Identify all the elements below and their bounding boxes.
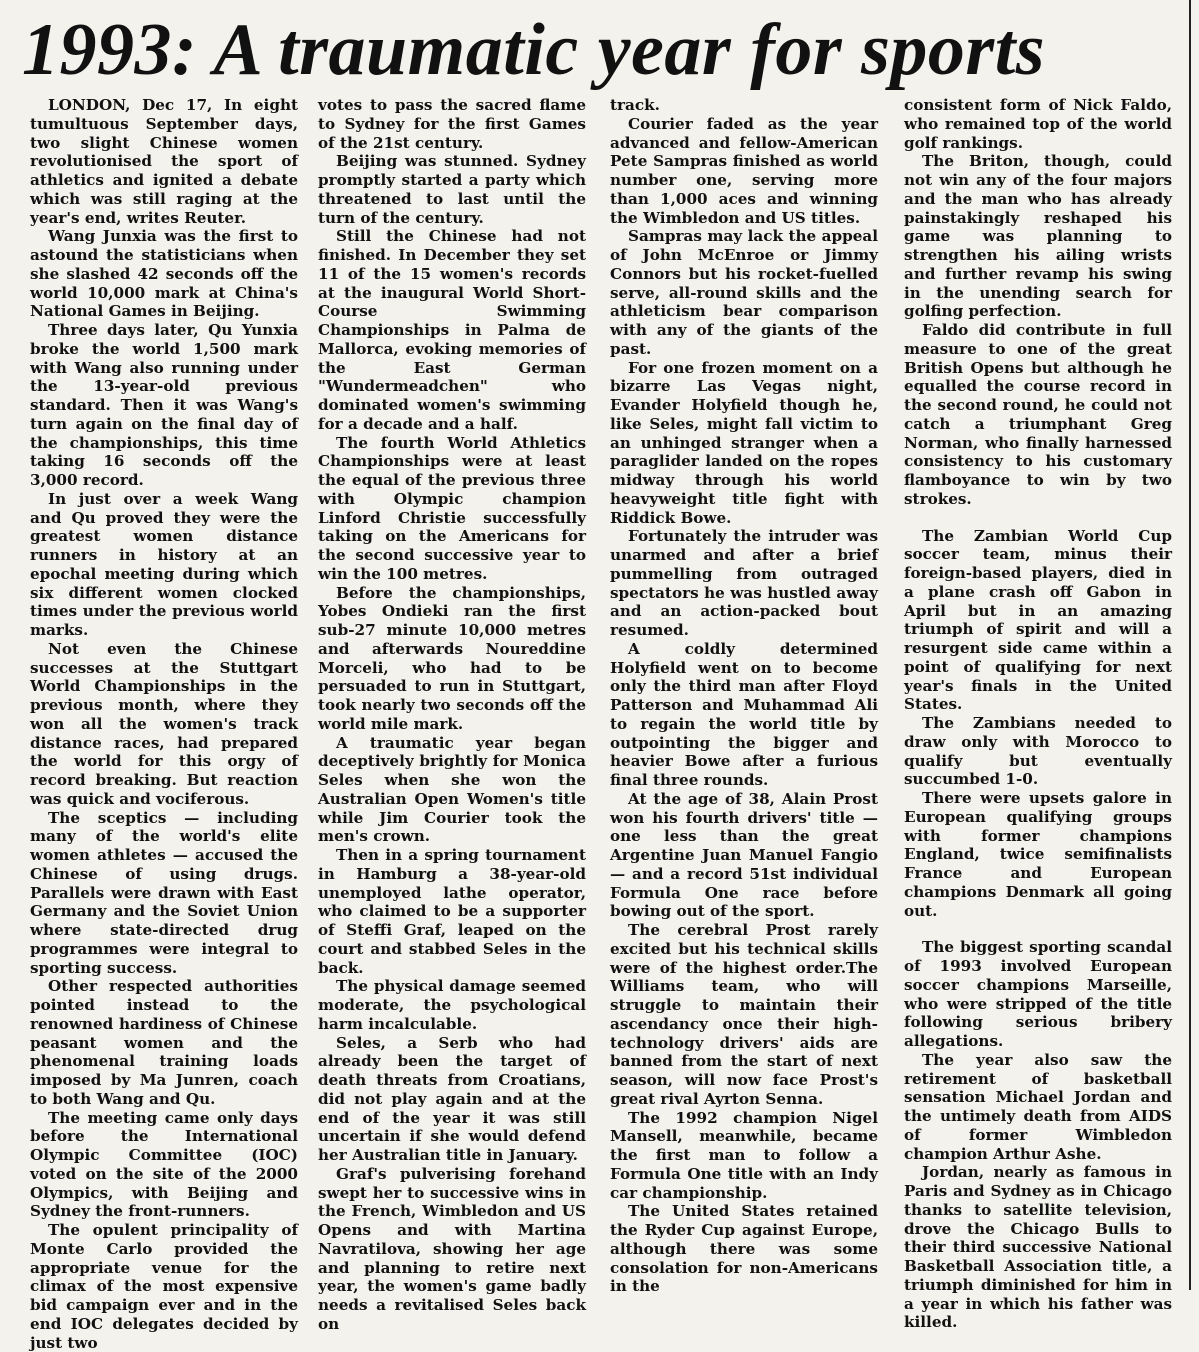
paragraph: Three days later, Qu Yunxia broke the world 1,500 mark with Wang also running under the 13-year-old previous standard. Then it was Wang's turn again on the final day of the championships, this time taking 16 seconds off the 3,000 record. [30,321,298,489]
paragraph: consistent form of Nick Faldo, who remained top of the world golf rankings. [904,96,1172,152]
paragraph: The biggest sporting scandal of 1993 involved European soccer champions Marseille, who were stripped of the title following serious bribery allegations. [904,938,1172,1050]
paragraph: At the age of 38, Alain Prost won his fourth drivers' title — one less than the great Argentine Juan Manuel Fangio — and a record 51st individual Formula One race before bowing out of the sport. [610,789,878,921]
column-rule [1189,0,1191,1290]
paragraph: The meeting came only days before the International Olympic Committee (IOC) voted on the site of the 2000 Olympics, with Beijing and Sydney the front-runners. [30,1108,298,1221]
paragraph: The year also saw the retirement of basketball sensation Michael Jordan and the untimely death from AIDS of former Wimbledon champion Arthur Ashe. [904,1050,1172,1163]
paragraph: Sampras may lack the appeal of John McEnroe or Jimmy Connors but his rocket-fuelled serve, all-round skills and the athleticism bear comparison with any of the giants of the past. [610,227,878,358]
paragraph: Wang Junxia was the first to astound the statisticians when she slashed 42 seconds off the world 10,000 mark at China's National Games in Beijing. [30,227,298,321]
paragraph: The fourth World Athletics Championships were at least the equal of the previous three with Olympic champion Linford Christie successfully taking on the Americans for the second successive year to win the 100 metres. [318,433,586,583]
paragraph: A coldly determined Holyfield went on to become only the third man after Floyd Patterson and Muhammad Ali to regain the world title by outpointing the bigger and heavier Bowe after a furious final three rounds. [610,639,878,789]
paragraph: The sceptics — including many of the world's elite women athletes — accused the Chinese of using drugs. Parallels were drawn with East Germany and the Soviet Union where state-directed drug programmes were integral to sporting success. [30,808,298,977]
paragraph: Fortunately the intruder was unarmed and after a brief pummelling from outraged spectators he was hustled away and an action-packed bout resumed. [610,527,878,639]
paragraph: Then in a spring tournament in Hamburg a 38-year-old unemployed lathe operator, who claimed to be a supporter of Steffi Graf, leaped on the court and stabbed Seles in the back. [318,846,586,977]
paragraph: Still the Chinese had not finished. In December they set 11 of the 15 women's records at the inaugural World Short-Course Swimming Championships in Palma de Mallorca, evoking memories of the East German "Wundermeadchen" who dominated women's swimming for a decade and a half. [318,227,586,433]
paragraph: Before the championships, Yobes Ondieki ran the first sub-27 minute 10,000 metres and afterwards Noureddine Morceli, who had to be persuaded to run in Stuttgart, took nearly two seconds off the world mile mark. [318,583,586,733]
article-column-4 [904,96,1172,1332]
paragraph: votes to pass the sacred flame to Sydney for the first Games of the 21st century. [318,96,586,152]
article-body [30,96,1175,1352]
article-column-3 [610,96,878,1296]
paragraph: Jordan, nearly as famous in Paris and Sydney as in Chicago thanks to satellite television, drove the Chicago Bulls to their third successive National Basketball Association title, a triumph diminished for him in a year in which his father was killed. [904,1163,1172,1332]
paragraph: Courier faded as the year advanced and fellow-American Pete Sampras finished as world number one, serving more than 1,000 aces and winning the Wimbledon and US titles. [610,114,878,227]
paragraph: track. [610,96,660,114]
paragraph: Beijing was stunned. Sydney promptly started a party which threatened to last until the turn of the century. [318,152,586,227]
paragraph: The United States retained the Ryder Cup against Europe, although there was some consolation for non-Americans in the [610,1202,878,1296]
paragraph: For one frozen moment on a bizarre Las Vegas night, Evander Holyfield though he, like Seles, might fall victim to an unhinged stranger when a paraglider landed on the ropes midway through his world heavyweight title fight with Riddick Bowe. [610,358,878,527]
headline: 1993: A traumatic year for sports [22,9,1046,91]
paragraph: The Zambians needed to draw only with Morocco to qualify but eventually succumbed 1-0. [904,714,1172,789]
paragraph: The Zambian World Cup soccer team, minus their foreign-based players, died in a plane crash off Gabon in April but in an amazing triumph of spirit and will a resurgent side came within a point of qualifying for next year's finals in the United States. [904,526,1172,714]
paragraph: In just over a week Wang and Qu proved they were the greatest women distance runners in history at an epochal meeting during which six different women clocked times under the previous world marks. [30,489,298,639]
paragraph: Seles, a Serb who had already been the target of death threats from Croatians, did not play again and at the end of the year it was still uncertain if she would defend her Australian title in January. [318,1033,586,1164]
paragraph: There were upsets galore in European qualifying groups with former champions England, twice semifinalists France and European champions Denmark all going out. [904,789,1172,920]
paragraph: The physical damage seemed moderate, the psychological harm incalculable. [318,977,586,1033]
paragraph: Other respected authorities pointed instead to the renowned hardiness of Chinese peasant women and the phenomenal training loads imposed by Ma Junren, coach to both Wang and Qu. [30,977,298,1108]
paragraph: The Briton, though, could not win any of the four majors and the man who has already painstakingly reshaped his game was planning to strengthen his ailing wrists and further revamp his swing in the unending search for golfing perfection. [904,152,1172,321]
paragraph: Not even the Chinese successes at the Stuttgart World Championships in the previous month, where they won all the women's track distance races, had prepared the world for this orgy of record breaking. But reaction was quick and vociferous. [30,639,298,808]
article-column-1 [30,96,298,1352]
paragraph: The 1992 champion Nigel Mansell, meanwhile, became the first man to follow a Formula One title with an Indy car championship. [610,1108,878,1202]
paragraph: A traumatic year began deceptively brightly for Monica Seles when she won the Australian Open Women's title while Jim Courier took the men's crown. [318,733,586,846]
paragraph: LONDON, Dec 17, In eight tumultuous September days, two slight Chinese women revolutionised the sport of athletics and ignited a debate which was still raging at the year's end, writes Reuter. [30,96,298,227]
paragraph: Graf's pulverising forehand swept her to successive wins in the French, Wimbledon and US Opens and with Martina Navratilova, showing her age and planning to retire next year, the women's game badly needs a revitalised Seles back on [318,1164,586,1333]
paragraph: Faldo did contribute in full measure to one of the great British Opens but although he equalled the course record in the second round, he could not catch a triumphant Greg Norman, who finally harnessed consistency to his customary flamboyance to win by two strokes. [904,321,1172,508]
article-column-2 [318,96,586,1333]
paragraph: The opulent principality of Monte Carlo provided the appropriate venue for the climax of the most expensive bid campaign ever and in the end IOC delegates decided by just two [30,1221,298,1352]
paragraph: The cerebral Prost rarely excited but his technical skills were of the highest order.The Williams team, who will struggle to maintain their ascendancy once their high-technology drivers' aids are banned from the start of next season, will now face Prost's great rival Ayrton Senna. [610,921,878,1108]
